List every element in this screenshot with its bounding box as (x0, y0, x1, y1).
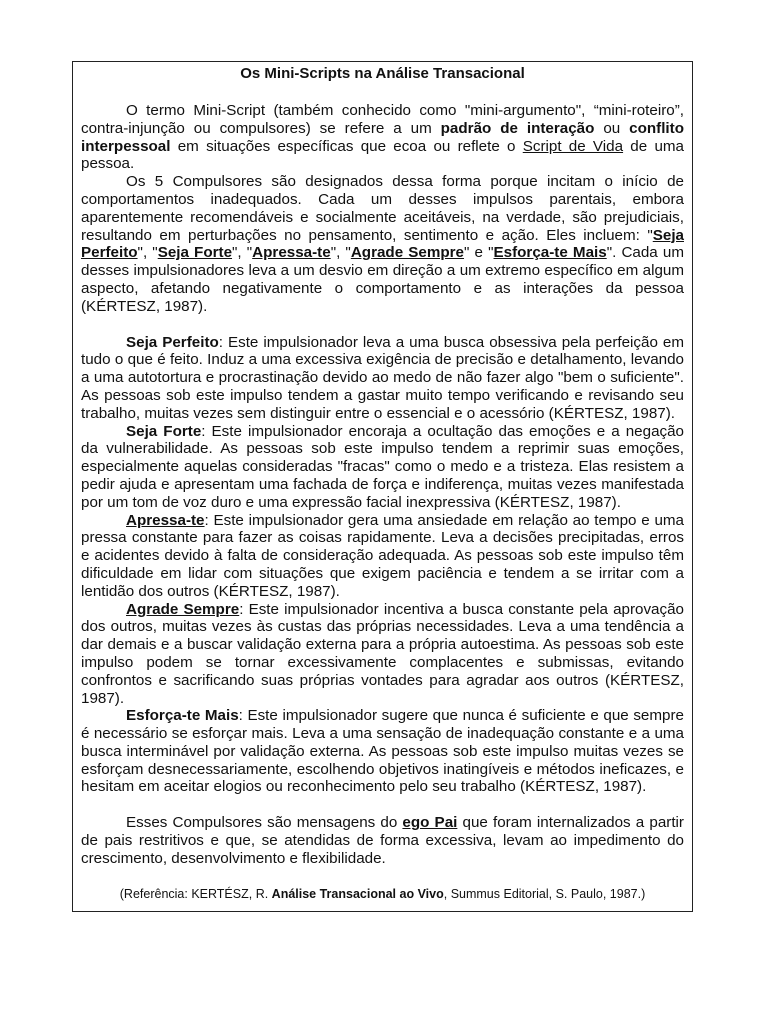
driver-heading: Seja Forte (126, 422, 202, 440)
driver-paragraph-esforca-te-mais: Esforça-te Mais: Este impulsionador sugere que nunca é suficiente e que sempre é necessário se esforçar mais. Leva a uma sensação de inadequação constante e a uma busca interminável por validação externa. As pessoas sob este impulso muitas vezes se esforçam desnecessariamente, escolhendo objetivos inatingíveis e métodos ineficazes, e hesitam em aceitar elogios ou reconhecimento pelo seu trabalho (KÉRTESZ, 1987). (81, 707, 684, 796)
driver-heading: Seja Perfeito (126, 333, 219, 351)
document-frame (72, 61, 693, 912)
driver-heading: Esforça-te Mais (126, 707, 239, 725)
driver-paragraph-apressa-te: Apressa-te: Este impulsionador gera uma ansiedade em relação ao tempo e uma pressa constante para fazer as coisas rapidamente. Leva a decisões precipitadas, erros e acidentes devido à falta de consideração adequada. As pessoas sob este impulso têm dificuldade em lidar com situações que exigem paciência e tendem a se irritar com a lentidão dos outros (KÉRTESZ, 1987). (81, 511, 684, 600)
driver-paragraph-seja-forte: Seja Forte: Este impulsionador encoraja a ocultação das emoções e a negação da vulnerabilidade. As pessoas sob este impulso tendem a reprimir suas emoções, especialmente aquelas consideradas "fracas" como o medo e a tristeza. Elas resistem a pedir ajuda e apresentam uma fachada de força e indiferença, muitas vezes manifestada por um tom de voz duro e uma expressão facial inexpressiva (KÉRTESZ, 1987). (81, 422, 685, 511)
driver-name-3: Apressa-te (252, 244, 331, 262)
term-padrao-interacao: padrão de interação (440, 119, 595, 137)
term-script-de-vida: Script de Vida (522, 137, 624, 155)
driver-name-5: Esforça-te Mais (493, 244, 607, 262)
compulsores-paragraph: Os 5 Compulsores são designados dessa forma porque incitam o início de comportamentos inadequados. Cada um desses impulsos parentais, embora aparentemente recomendáveis e socialmente aceitáveis, na verdade, são prejudiciais, resultando em perturbações no pensamento, sentimento e ação. Eles incluem: "Seja Perfeito", "Seja Forte", "Apressa-te", "Agrade Sempre" e "Esforça-te Mais". Cada um desses impulsionadores leva a um desvio em direção a um extremo específico em algum aspecto, afetando negativamente o comportamento e as interações da pessoa (KÉRTESZ, 1987). (81, 173, 684, 315)
driver-paragraph-seja-perfeito: Seja Perfeito: Este impulsionador leva a uma busca obsessiva pela perfeição em tudo o que é feito. Induz a uma excessiva exigência de precisão e detalhamento, levando a uma autotortura e procrastinação devido ao medo de não fazer algo "bem o suficiente". As pessoas sob este impulso tendem a gastar muito tempo verificando e revisando seu trabalho, muitas vezes sem distinguir entre o essencial e o acessório (KÉRTESZ, 1987). (81, 333, 684, 422)
driver-name-2: Seja Forte (157, 244, 233, 262)
conclusion-paragraph: Esses Compulsores são mensagens do ego Pai que foram internalizados a partir de pais restritivos e que, se atendidas de forma excessiva, levam ao impedimento do crescimento, desenvolvimento e flexibilidade. (81, 814, 684, 867)
paragraph-gap (81, 796, 684, 814)
reference-book-title: Análise Transacional ao Vivo (271, 886, 444, 901)
intro-paragraph: O termo Mini-Script (também conhecido como "mini-argumento", “mini-roteiro”, contra-injunção ou compulsores) se refere a um padrão de interação ou conflito interpessoal em situações específicas que ecoa ou reflete o Script de Vida de uma pessoa. (81, 102, 684, 173)
driver-heading: Agrade Sempre (126, 600, 240, 618)
page-title: Os Mini-Scripts na Análise Transacional (240, 65, 525, 82)
driver-name-4: Agrade Sempre (350, 244, 465, 262)
term-conflito-interpessoal: conflito interpessoal (81, 119, 684, 155)
term-ego-pai: ego Pai (402, 814, 458, 832)
paragraph-gap (81, 316, 684, 334)
driver-heading: Apressa-te (126, 511, 205, 529)
reference-line: (Referência: KERTÉSZ, R. Análise Transacional ao Vivo, Summus Editorial, S. Paulo, 1987.) (119, 886, 646, 901)
driver-name-1: Seja Perfeito (81, 226, 684, 262)
driver-paragraph-agrade-sempre: Agrade Sempre: Este impulsionador incentiva a busca constante pela aprovação dos outros, muitas vezes às custas das próprias necessidades. Leva a uma tendência a dar demais e a buscar validação externa para a própria autoestima. As pessoas sob este impulso podem se tornar excessivamente complacentes e submissas, evitando confrontos e sacrificando suas próprias vontades para agradar aos outros (KÉRTESZ, 1987). (81, 600, 684, 707)
